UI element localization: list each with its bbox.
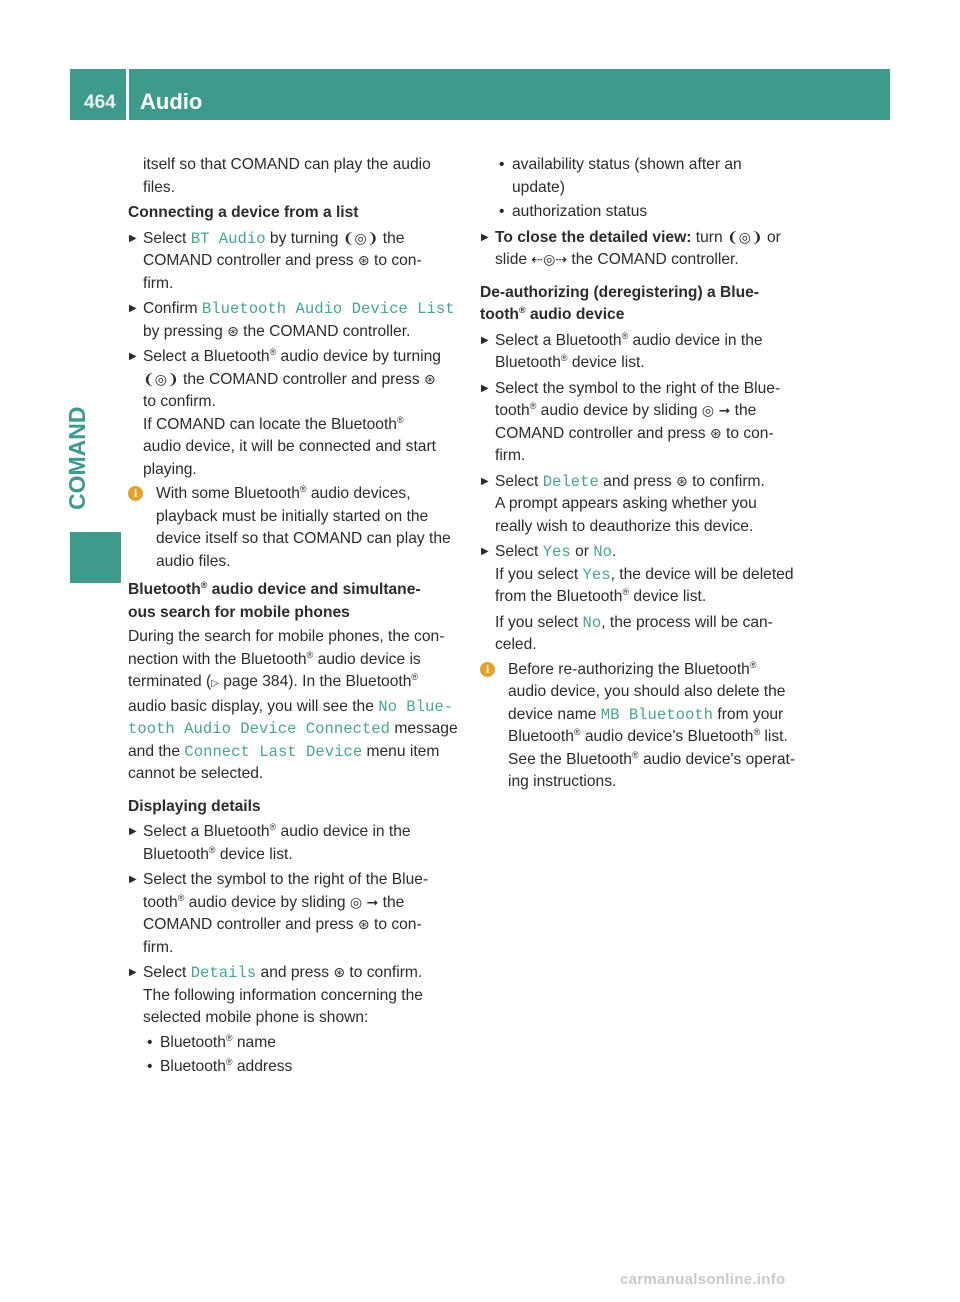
no-option: No <box>582 613 602 632</box>
step-arrow-icon: ▶ <box>481 334 489 346</box>
page-reference-icon: ▷ <box>211 678 219 689</box>
step-select-bt-audio: ▶ Select BT Audio by turning ❨◎❩ the COMAND controller and press ⊛ to con- firm. <box>129 229 422 292</box>
details-menu-item: Details <box>190 964 257 982</box>
bt-audio-menu-item: BT Audio <box>190 229 266 248</box>
left-column <box>128 154 463 1079</box>
step-close-detailed-view: ▶ To close the detailed view: turn ❨◎❩ or slide ⇠◎⇢ the COMAND controller. <box>481 228 781 268</box>
step-select-details: ▶ Select Details and press ⊛ to confirm. The following information concerning the selected mobile phone is shown: <box>129 964 423 1026</box>
step-arrow-icon: ▶ <box>129 967 137 978</box>
press-controller-icon: ⊛ <box>676 473 688 490</box>
info-icon: i <box>480 662 495 677</box>
step-arrow-icon: ▶ <box>129 351 137 362</box>
press-controller-icon: ⊛ <box>357 253 370 269</box>
rotate-controller-icon: ❨◎❩ <box>726 229 763 246</box>
step-select-yes-no: ▶ Select Yes or No. If you select Yes, the device will be deleted from the Bluetooth® device list. If you select No, the process will be can- celed. <box>481 543 794 653</box>
paragraph-simultaneous-search: During the search for mobile phones, the con- nection with the Bluetooth® audio device is terminated (▷ page 384). In the Bluetooth® audio basic display, you will see the No Blue‐ tooth Audio Device Connected message and the Connect Last Device menu item cannot be selected. <box>128 628 458 782</box>
step-select-delete: ▶ Select Delete and press ⊛ to confirm. A prompt appears asking whether you really wish to deauthorize this device. <box>481 472 765 535</box>
side-tab-block <box>70 532 121 583</box>
press-controller-icon: ⊛ <box>709 425 722 442</box>
device-list-menu-item: Bluetooth Audio Device List <box>201 300 455 318</box>
heading-simultaneous-search: Bluetooth® audio device and simultane- ous search for mobile phones <box>128 579 421 621</box>
info-note: i With some Bluetooth® audio devices, playback must be initially started on the device itself so that COMAND can play the audio files. <box>128 483 463 573</box>
connect-last-device-item: Connect Last Device <box>184 742 363 761</box>
yes-option: Yes <box>582 565 611 584</box>
step-arrow-icon: ▶ <box>129 826 137 837</box>
bullet-icon: • <box>147 1033 153 1051</box>
slide-right-icon: ◎ ➞ <box>349 894 379 911</box>
no-bluetooth-message: No Blue‐ <box>378 697 454 716</box>
press-controller-icon: ⊛ <box>227 323 239 340</box>
step-arrow-icon: ▶ <box>481 546 489 557</box>
no-option: No <box>593 543 613 561</box>
page-number: 464 <box>84 92 116 113</box>
step-select-device-deauth: ▶ Select a Bluetooth® audio device in the Bluetooth® device list. <box>481 330 763 371</box>
slide-right-icon: ◎ ➞ <box>701 403 731 419</box>
step-arrow-icon: ▶ <box>129 232 137 244</box>
heading-connecting: Connecting a device from a list <box>128 204 359 221</box>
list-item: • Bluetooth® address <box>128 1056 463 1079</box>
step-select-device: ▶ Select a Bluetooth® audio device by turning ❨◎❩ the COMAND controller and press ⊛ to confirm. If COMAND can locate the Bluetooth® audio device, it will be connected and start playing. <box>129 346 441 478</box>
no-bluetooth-message-cont: tooth Audio Device Connected <box>128 720 391 738</box>
right-column <box>480 154 815 794</box>
press-controller-icon: ⊛ <box>423 371 436 388</box>
bullet-icon: • <box>499 156 505 173</box>
rotate-controller-icon: ❨◎❩ <box>342 230 379 247</box>
watermark: carmanualsonline.info <box>620 1271 786 1288</box>
section-title: Audio <box>140 89 203 114</box>
step-arrow-icon: ▶ <box>481 231 489 243</box>
step-arrow-icon: ▶ <box>129 303 137 314</box>
mb-bluetooth-name: MB Bluetooth <box>600 705 714 724</box>
info-note: i Before re-authorizing the Bluetooth® audio device, you should also delete the device name MB Bluetooth from your Bluetooth® audio device's Bluetooth® list. See the Bluetooth® audio device's operat- ing instructions. <box>480 659 815 794</box>
step-arrow-icon: ▶ <box>129 874 137 885</box>
header-divider <box>126 69 129 120</box>
side-tab-label: COMAND <box>64 406 90 510</box>
step-select-symbol-deauth: ▶ Select the symbol to the right of the Blue- tooth® audio device by sliding ◎ ➞ the COMAND controller and press ⊛ to con- firm. <box>481 379 781 464</box>
delete-menu-item: Delete <box>542 472 599 491</box>
heading-deauthorizing: De-authorizing (deregistering) a Blue- tooth® audio device <box>480 283 759 323</box>
step-select-symbol: ▶ Select the symbol to the right of the Blue- tooth® audio device by sliding ◎ ➞ the COMAND controller and press ⊛ to con- firm. <box>129 871 429 956</box>
step-arrow-icon: ▶ <box>481 382 489 394</box>
step-confirm-device-list: ▶ Confirm Bluetooth Audio Device List by pressing ⊛ the COMAND controller. <box>129 300 455 340</box>
paragraph: itself so that COMAND can play the audio files. <box>143 156 431 196</box>
yes-option: Yes <box>542 543 571 561</box>
heading-displaying-details: Displaying details <box>128 797 261 815</box>
bullet-icon: • <box>499 203 505 220</box>
step-arrow-icon: ▶ <box>481 475 489 487</box>
bullet-icon: • <box>147 1058 153 1075</box>
press-controller-icon: ⊛ <box>333 965 346 981</box>
step-select-device-details: ▶ Select a Bluetooth® audio device in the Bluetooth® device list. <box>129 821 411 863</box>
list-item: • Bluetooth® name <box>128 1032 463 1055</box>
info-icon: i <box>128 486 143 501</box>
rotate-controller-icon: ❨◎❩ <box>143 371 179 388</box>
slide-left-right-icon: ⇠◎⇢ <box>531 252 568 268</box>
press-controller-icon: ⊛ <box>357 917 370 933</box>
page-reference[interactable]: page 384). In the Bluetooth <box>218 673 412 690</box>
list-item: • availability status (shown after an update) <box>499 156 742 196</box>
list-item: • authorization status <box>480 201 815 224</box>
